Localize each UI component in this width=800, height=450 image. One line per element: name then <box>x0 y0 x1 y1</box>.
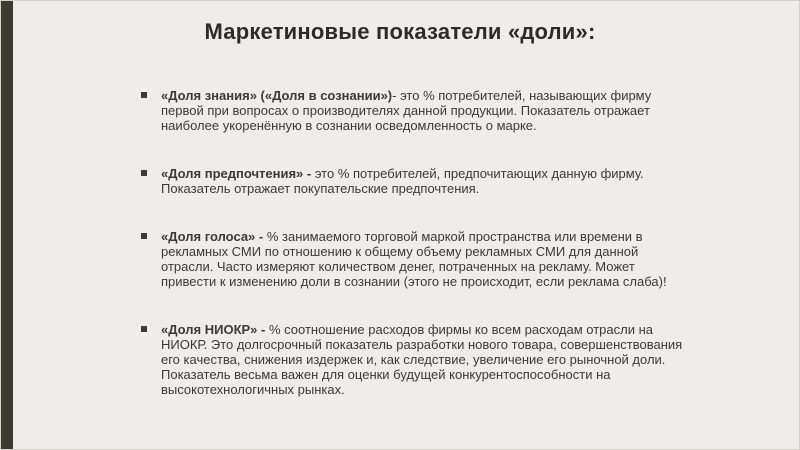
square-bullet-icon <box>141 170 147 176</box>
list-item <box>141 166 686 196</box>
slide-title: Маркетиновые показатели «доли»: <box>204 19 596 44</box>
list-item <box>141 88 686 133</box>
item-term: «Доля знания» («Доля в сознании») <box>161 88 393 103</box>
item-text: - это % потребителей, называющих фирму первой при вопросах о производителях данной продукции. Показатель отражает наиболее укоренённую в сознании осведомленность о марке. <box>161 88 652 133</box>
accent-bar <box>1 1 13 449</box>
item-term: «Доля предпочтения» - <box>161 166 312 181</box>
item-term: «Доля НИОКР» - <box>161 322 266 337</box>
item-term: «Доля голоса» - <box>161 229 264 244</box>
list-item <box>141 322 686 397</box>
item-text: % занимаемого торговой маркой пространства или времени в рекламных СМИ по отношению к общему объему рекламных СМИ для данной отрасли. Часто измеряют количеством денег, потраченных на рекламу. Может привести к изменению доли в сознании (этого не происходит, если реклама слаба)! <box>161 229 667 289</box>
item-text: % соотношение расходов фирмы ко всем расходам отрасли на НИОКР. Это долгосрочный показатель разработки нового товара, совершенствования его качества, снижения издержек и, как следствие, увеличение его рыночной доли. Показатель весьма важен для оценки будущей конкурентоспособности на высокотехнологичных рынках. <box>161 322 683 397</box>
square-bullet-icon <box>141 326 147 332</box>
square-bullet-icon <box>141 92 147 98</box>
bullet-list <box>141 88 686 397</box>
item-text: это % потребителей, предпочитающих данную фирму. Показатель отражает покупательские предпочтения. <box>161 166 644 196</box>
square-bullet-icon <box>141 233 147 239</box>
list-item <box>141 229 686 289</box>
